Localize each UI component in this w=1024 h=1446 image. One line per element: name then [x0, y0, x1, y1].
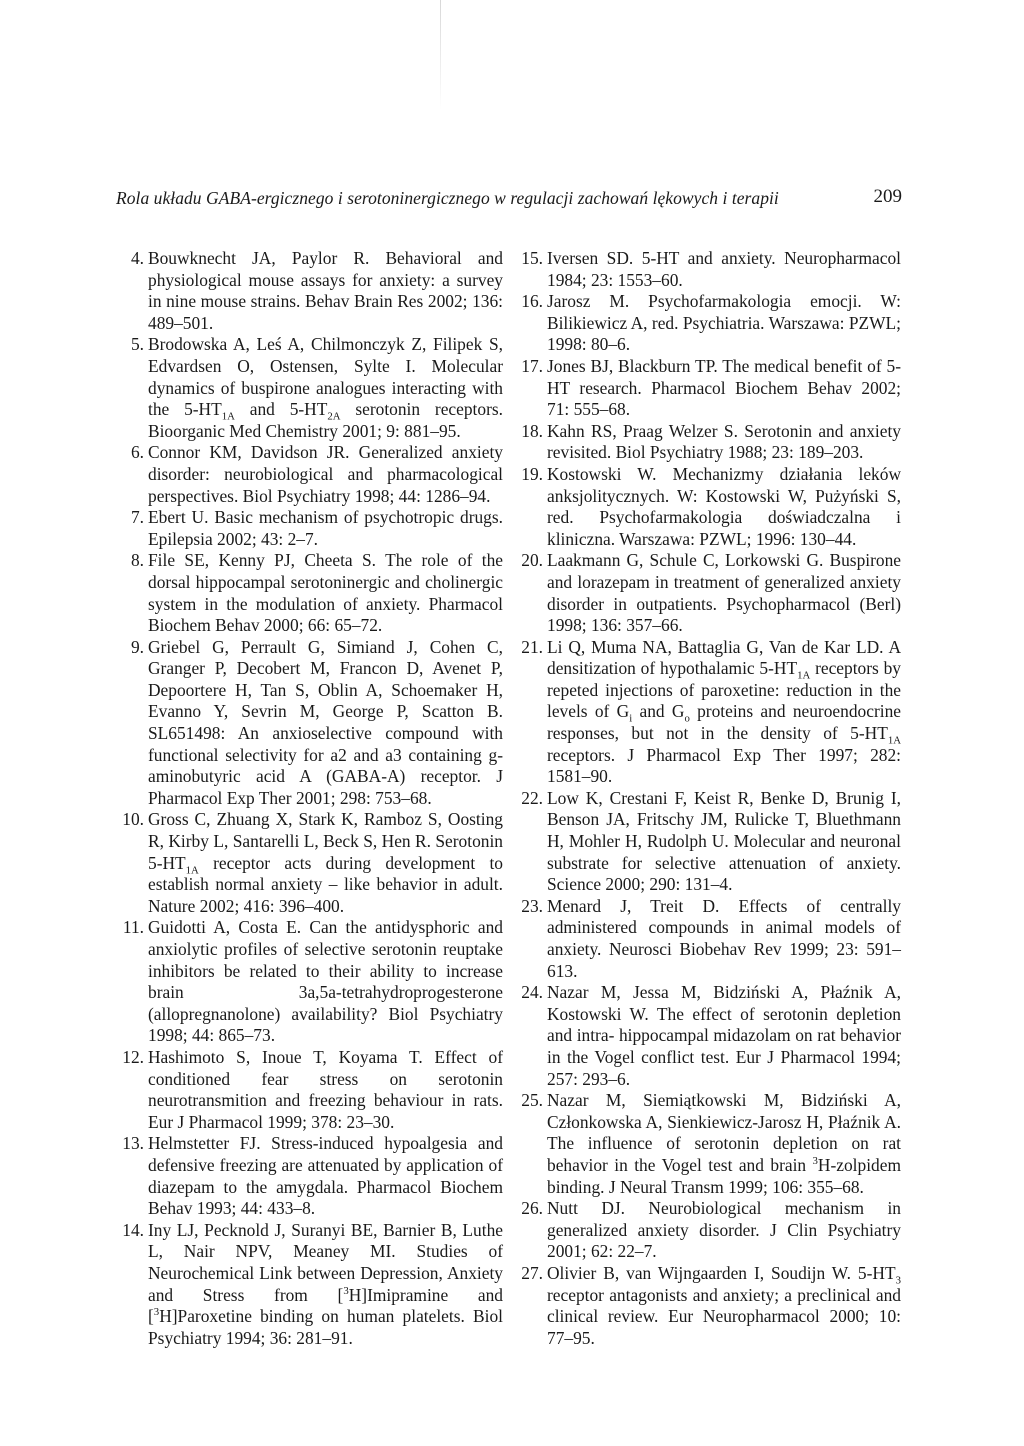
reference-item [116, 248, 503, 334]
reference-text: Jones BJ, Blackburn TP. The medical benefit of 5-HT research. Pharmacol Biochem Behav 2002; 71: 555–68. [547, 355, 901, 420]
reference-item [515, 1090, 901, 1198]
reference-text: Olivier B, van Wijngaarden I, Soudijn W. $5-HT_3$ receptor antagonists and anxiety; a preclinical and clinical review. Eur Neuropharmacol 2000; 10: 77–95. [547, 1262, 901, 1348]
reference-number: 15. [521, 248, 543, 268]
reference-number: 17. [521, 355, 543, 376]
reference-number: 26. [521, 1198, 543, 1219]
reference-item [116, 1220, 503, 1350]
reference-item [515, 637, 901, 788]
reference-text: Low K, Crestani F, Keist R, Benke D, Brunig I, Benson JA, Fritschy JM, Rulicke T, Bluethmann H, Mohler H, Rudolph U. Molecular and neuronal substrate for selective attenuation of anxiety. Science 2000; 290: 131–4. [547, 787, 901, 895]
reference-text: Connor KM, Davidson JR. Generalized anxiety disorder: neurobiological and pharmacological perspectives. Biol Psychiatry 1998; 44: 1286–94. [148, 442, 503, 506]
reference-number: 16. [521, 291, 543, 312]
scan-artifact-line [440, 0, 441, 110]
reference-number: 14. [122, 1219, 144, 1240]
reference-number: 7. [130, 507, 144, 528]
reference-number: 9. [130, 636, 144, 657]
reference-number: 25. [521, 1090, 543, 1111]
reference-number: 13. [122, 1133, 144, 1154]
reference-number: 20. [521, 550, 543, 571]
reference-text: Helmstetter FJ. Stress-induced hypoalgesia and defensive freezing are attenuated by application of diazepam to the amygdala. Pharmacol Biochem Behav 1993; 44: 433–8. [148, 1133, 503, 1219]
reference-item [515, 896, 901, 982]
reference-text: Ebert U. Basic mechanism of psychotropic drugs. Epilepsia 2002; 43: 2–7. [148, 507, 503, 549]
reference-text: Guidotti A, Costa E. Can the antidysphoric and anxiolytic profiles of selective serotonin reuptake inhibitors be related to their ability to increase brain 3a,5a-tetrahydroprogesterone (allopregnanolone) availability? Biol Psychiatry 1998; 44: 865–73. [148, 917, 503, 1046]
reference-number: 8. [130, 550, 144, 571]
reference-number: 18. [521, 420, 543, 441]
reference-number: 10. [122, 809, 144, 830]
reference-number: 5. [130, 334, 144, 355]
reference-item [515, 1198, 901, 1263]
reference-text: Brodowska A, Leś A, Chilmonczyk Z, Filipek S, Edvardsen O, Ostensen, Sylte I. Molecular dynamics of buspirone analogues interacting with the $5-HT_{1A}$ and $5-HT_{2A}$ serotonin receptors. Bioorganic Med Chemistry 2001; 9: 881–95. [148, 334, 503, 441]
reference-item [116, 637, 503, 810]
reference-text: Hashimoto S, Inoue T, Koyama T. Effect of conditioned fear stress on serotonin neurotransmition and freezing behaviour in rats. Eur J Pharmacol 1999; 378: 23–30. [148, 1046, 503, 1132]
reference-text: Menard J, Treit D. Effects of centrally administered compounds in animal models of anxiety. Neurosci Biobehav Rev 1999; 23: 591–613. [547, 895, 901, 981]
page-header [116, 184, 902, 214]
reference-item [116, 442, 503, 507]
reference-text: Nazar M, Siemiątkowski M, Bidziński A, Członkowska A, Sienkiewicz-Jarosz H, Płaźnik A. The influence of serotonin depletion on rat behavior in the Vogel test and brain $^3$H-zolpidem binding. J Neural Transm 1999; 106: 355–68. [547, 1090, 901, 1197]
reference-item [116, 809, 503, 917]
reference-number: 11. [122, 917, 144, 938]
reference-item [116, 507, 503, 550]
reference-text: Nutt DJ. Neurobiological mechanism in generalized anxiety disorder. J Clin Psychiatry 2001; 62: 22–7. [547, 1198, 901, 1262]
reference-item [515, 464, 901, 550]
reference-item [515, 1263, 901, 1349]
reference-item [515, 421, 901, 464]
reference-item [515, 291, 901, 356]
reference-item [515, 550, 901, 636]
reference-item [116, 334, 503, 442]
reference-item [515, 788, 901, 896]
reference-text: File SE, Kenny PJ, Cheeta S. The role of the dorsal hippocampal serotoninergic and cholinergic system in the modulation of anxiety. Pharmacol Biochem Behav 2000; 66: 65–72. [148, 550, 503, 636]
references-right-column [515, 248, 901, 1349]
reference-text: Li Q, Muma NA, Battaglia G, Van de Kar LD. A densitization of hypothalamic $5-HT_{1A}$ receptors by repeted injections of paroxetine: reduction in the levels of $G_i$ and $G_o$ proteins and neuroendocrine responses, but not in the density of $5-HT_{1A}$ receptors. J Pharmacol Exp Ther 1997; 282: 1581–90. [547, 636, 901, 787]
reference-number: 27. [521, 1262, 543, 1283]
reference-number: 4. [130, 248, 144, 268]
reference-text: Iversen SD. 5-HT and anxiety. Neuropharmacol 1984; 23: 1553–60. [547, 248, 901, 290]
reference-number: 24. [521, 982, 543, 1003]
page-number: 209 [873, 186, 902, 207]
reference-item [515, 248, 901, 291]
references-left-column [116, 248, 503, 1349]
reference-text: Bouwknecht JA, Paylor R. Behavioral and physiological mouse assays for anxiety: a survey in nine mouse strains. Behav Brain Res 2002; 136: 489–501. [148, 248, 503, 333]
reference-item [515, 982, 901, 1090]
reference-number: 12. [122, 1046, 144, 1067]
reference-text: Kostowski W. Mechanizmy działania leków anksjolitycznych. W: Kostowski W, Pużyński S, red. Psychofarmakologia doświadczalna i kliniczna. Warszawa: PZWL; 1996: 130–44. [547, 463, 901, 549]
reference-item [515, 356, 901, 421]
running-title: Rola układu GABA-ergicznego i serotoninergicznego w regulacji zachowań lękowych i terapii [116, 188, 779, 208]
reference-item [116, 917, 503, 1047]
reference-number: 19. [521, 463, 543, 484]
reference-number: 23. [521, 895, 543, 916]
reference-item [116, 550, 503, 636]
reference-text: Kahn RS, Praag Welzer S. Serotonin and anxiety revisited. Biol Psychiatry 1988; 23: 189–203. [547, 420, 901, 463]
reference-text: Jarosz M. Psychofarmakologia emocji. W: Bilikiewicz A, red. Psychiatria. Warszawa: PZWL; 1998: 80–6. [547, 291, 901, 355]
reference-text: Laakmann G, Schule C, Lorkowski G. Buspirone and lorazepam in treatment of generalized anxiety disorder in outpatients. Psychopharmacol (Berl) 1998; 136: 357–66. [547, 550, 901, 636]
reference-text: Gross C, Zhuang X, Stark K, Ramboz S, Oosting R, Kirby L, Santarelli L, Beck S, Hen R. Serotonin $5-HT_{1A}$ receptor acts during development to establish normal anxiety – like behavior in adult. Nature 2002; 416: 396–400. [148, 809, 503, 916]
reference-number: 21. [521, 636, 543, 657]
reference-number: 22. [521, 787, 543, 808]
reference-text: Nazar M, Jessa M, Bidziński A, Płaźnik A, Kostowski W. The effect of serotonin depletion and intra- hippocampal midazolam on rat behavior in the Vogel conflict test. Eur J Pharmacol 1994; 257: 293–6. [547, 982, 901, 1089]
reference-text: Griebel G, Perrault G, Simiand J, Cohen C, Granger P, Decobert M, Francon D, Avenet P, Depoortere H, Tan S, Oblin A, Schoemaker H, Evanno Y, Sevrin M, George P, Scatton B. SL651498: An anxioselective compound with functional selectivity for a2 and a3 containing g- aminobutyric acid A (GABA-A) receptor. J Pharmacol Exp Ther 2001; 298: 753–68. [148, 636, 503, 808]
reference-item [116, 1133, 503, 1219]
reference-text: Iny LJ, Pecknold J, Suranyi BE, Barnier B, Luthe L, Nair NPV, Meaney MI. Studies of Neurochemical Link between Depression, Anxiety and Stress from [$^3$H]Imipramine and [$^3$H]Paroxetine binding on human platelets. Biol Psychiatry 1994; 36: 281–91. [148, 1219, 503, 1348]
reference-item [116, 1047, 503, 1133]
reference-number: 6. [130, 442, 144, 463]
